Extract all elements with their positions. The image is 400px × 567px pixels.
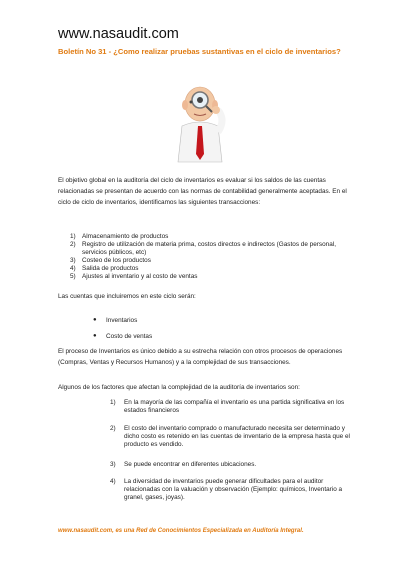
document-title: Boletín No 31 - ¿Como realizar pruebas sustantivas en el ciclo de inventarios? bbox=[58, 47, 341, 56]
list-item: 2) Registro de utilización de materia prima, costos directos e indirectos (Gastos de personal, servicios públicos, etc) bbox=[70, 241, 336, 256]
list-item: 3) Se puede encontrar en diferentes ubicaciones. bbox=[110, 461, 257, 468]
magnifying-glass-man-icon bbox=[160, 74, 240, 164]
list-item: 1) Almacenamiento de productos bbox=[70, 233, 169, 240]
list-item: 1) En la mayoría de las compañía el inventario es una partida significativa en los estados financieros bbox=[110, 399, 345, 414]
list-item: 2) El costo del inventario comprado o manufacturado necesita ser determinado y dicho costo es retenido en las cuentas de inventario de la empresa hasta que el producto es vendido. bbox=[110, 425, 350, 448]
intro-paragraph: El objetivo global en la auditoría del ciclo de inventarios es evaluar si los saldos de las cuentas relacionadas se presentan de acuerdo con las normas de contabilidad generalmente aceptadas. En el ciclo de ciclo de inventarios, identificamos las siguientes transacciones: bbox=[58, 177, 347, 206]
footer-text: www.nasaudit.com, es una Red de Conocimientos Especializada en Auditoría Integral. bbox=[58, 528, 304, 534]
list-item: 4) Salida de productos bbox=[70, 265, 139, 272]
bullet-icon: ● bbox=[93, 333, 97, 339]
transactions-list bbox=[70, 233, 352, 281]
list-item: ● Inventarios bbox=[93, 316, 138, 324]
list-item: 5) Ajustes al inventario y al costo de ventas bbox=[70, 273, 198, 280]
bullet-icon: ● bbox=[93, 317, 97, 323]
accounts-intro: Las cuentas que incluiremos en este ciclo serán: bbox=[58, 293, 196, 300]
list-item: 4) La diversidad de inventarios puede generar dificultades para el auditor relacionadas con la valuación y observación (Ejemplo: químicos, Inventario a granel, gases, joyas). bbox=[110, 478, 343, 501]
list-item: 3) Costeo de los productos bbox=[70, 257, 151, 264]
process-paragraph: El proceso de Inventarios es único debido a su estrecha relación con otros procesos de operaciones (Compras, Ventas y Recursos Humanos) y a la complejidad de sus transacciones. bbox=[58, 348, 343, 366]
site-url: www.nasaudit.com bbox=[58, 26, 179, 42]
list-item: ● Costo de ventas bbox=[93, 332, 153, 340]
accounts-list bbox=[93, 312, 152, 344]
factors-intro: Algunos de los factores que afectan la complejidad de la auditoría de inventarios son: bbox=[58, 384, 300, 391]
